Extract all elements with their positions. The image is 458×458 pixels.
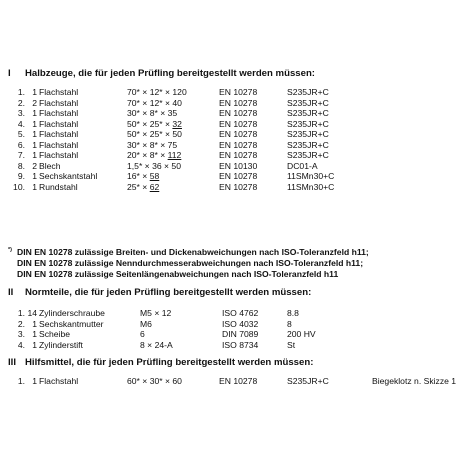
footnote-line <box>8 269 453 280</box>
row-dimension: M6 <box>140 318 152 329</box>
row-dimension-text: 30* × 8* × 35 <box>127 108 178 118</box>
table-row <box>0 171 458 181</box>
row-number: 4. <box>17 339 25 350</box>
row-dimension <box>127 119 182 129</box>
row-dimension <box>127 182 159 192</box>
row-dimension-text: 1,5* × 36 × 50 <box>127 160 181 171</box>
row-standard: EN 10278 <box>219 108 258 118</box>
row-standard: ISO 4032 <box>222 318 259 329</box>
row-standard: EN 10278 <box>219 376 258 386</box>
row-quantity: 1 <box>32 150 37 160</box>
row-quantity: 2 <box>32 97 37 108</box>
table-row <box>0 150 458 160</box>
row-quantity: 1 <box>32 139 37 150</box>
row-number: 4. <box>17 118 25 129</box>
row-number: 1. <box>17 376 25 386</box>
row-dimension: M5 × 12 <box>140 308 172 318</box>
footnote-line <box>8 258 453 269</box>
table-row <box>0 161 458 171</box>
row-material: 8.8 <box>287 308 299 318</box>
row-standard: EN 10278 <box>219 150 258 160</box>
row-number: 2. <box>17 97 25 108</box>
row-dimension-underlined: 32 <box>172 118 182 129</box>
row-dimension-text: 20* × 8* × <box>127 150 168 160</box>
footnote-text: DIN EN 10278 zulässige Seitenlängenabweichungen nach ISO-Toleranzfeld h11 <box>17 269 339 279</box>
row-dimension-text: 70* × 12* × 120 <box>127 87 187 97</box>
row-name: Flachstahl <box>39 87 79 97</box>
section-2-number: II <box>8 287 14 298</box>
row-name: Flachstahl <box>39 150 79 160</box>
row-name: Flachstahl <box>39 129 79 139</box>
row-quantity: 2 <box>32 160 37 171</box>
row-number: 9. <box>17 171 25 181</box>
footnotes <box>8 247 453 280</box>
row-standard: ISO 8734 <box>222 339 259 350</box>
row-quantity: 1 <box>32 329 37 339</box>
row-standard: EN 10278 <box>219 171 258 181</box>
row-number: 2. <box>17 318 25 329</box>
row-material: S235JR+C <box>287 376 329 386</box>
row-name: Flachstahl <box>39 376 79 386</box>
row-dimension <box>127 98 182 108</box>
row-quantity: 1 <box>32 108 37 118</box>
row-dimension-underlined: 112 <box>167 150 182 160</box>
table-row <box>0 119 458 129</box>
row-dimension-text: 25* × <box>127 181 150 192</box>
row-quantity: 1 <box>32 318 37 329</box>
row-dimension-text: 16* × <box>127 171 150 181</box>
row-number: 8. <box>17 160 25 171</box>
row-standard: EN 10278 <box>219 87 258 97</box>
row-dimension: 8 × 24-A <box>140 339 173 350</box>
row-dimension <box>127 171 159 181</box>
row-dimension <box>127 87 187 97</box>
row-material: 8 <box>287 318 292 329</box>
section-3-title: Hilfsmittel, die für jeden Prüfling bereitgestellt werden müssen: <box>25 357 314 368</box>
footnote-marker: *) <box>8 247 12 253</box>
table-row <box>0 182 458 192</box>
row-standard: EN 10278 <box>219 129 258 139</box>
table-row <box>0 108 458 118</box>
row-name: Flachstahl <box>39 97 79 108</box>
row-name: Rundstahl <box>39 181 78 192</box>
row-name: Flachstahl <box>39 139 79 150</box>
row-dimension <box>127 129 182 139</box>
row-number: 5. <box>17 129 25 139</box>
row-material: S235JR+C <box>287 97 329 108</box>
row-dimension <box>127 108 177 118</box>
row-material: 11SMn30+C <box>287 171 335 181</box>
row-material: St <box>287 339 296 350</box>
section-2-title: Normteile, die für jeden Prüfling bereitgestellt werden müssen: <box>25 287 312 298</box>
row-material: 11SMn30+C <box>287 181 335 192</box>
row-name: Blech <box>39 160 61 171</box>
row-quantity: 1 <box>32 87 37 97</box>
row-quantity: 1 <box>32 171 37 181</box>
row-quantity: 1 <box>32 181 37 192</box>
row-quantity: 14 <box>27 308 37 318</box>
row-dimension-text: 50* × 25* × <box>127 118 173 129</box>
row-name: Flachstahl <box>39 108 79 118</box>
row-material: 200 HV <box>287 329 316 339</box>
row-standard: DIN 7089 <box>222 329 259 339</box>
row-dimension: 6 <box>140 329 145 339</box>
row-dimension: 60* × 30* × 60 <box>127 376 182 386</box>
row-dimension-text: 70* × 12* × 40 <box>127 97 182 108</box>
row-standard: EN 10278 <box>219 97 258 108</box>
row-number: 3. <box>17 329 25 339</box>
row-number: 1. <box>17 87 25 97</box>
row-dimension <box>127 150 181 160</box>
table-row <box>0 87 458 97</box>
row-standard: EN 10278 <box>219 118 258 129</box>
row-name: Scheibe <box>39 329 71 339</box>
row-standard: EN 10130 <box>219 160 258 171</box>
row-material: DC01-A <box>287 160 318 171</box>
section-1-title: Halbzeuge, die für jeden Prüfling bereitgestellt werden müssen: <box>25 68 316 79</box>
table-row <box>0 98 458 108</box>
row-number: 3. <box>17 108 25 118</box>
row-material: S235JR+C <box>287 87 329 97</box>
row-material: S235JR+C <box>287 118 329 129</box>
row-material: S235JR+C <box>287 108 329 118</box>
footnote-text: DIN EN 10278 zulässige Breiten- und Dickenabweichungen nach ISO-Toleranzfeld h11; <box>17 247 369 257</box>
row-dimension-underlined: 58 <box>149 171 160 181</box>
row-number: 1. <box>17 308 25 318</box>
row-remark: Biegeklotz n. Skizze 1 <box>372 376 457 386</box>
row-material: S235JR+C <box>287 150 329 160</box>
table-row <box>0 140 458 150</box>
row-material: S235JR+C <box>287 129 329 139</box>
row-dimension-text: 30* × 8* × 75 <box>127 139 178 150</box>
row-quantity: 1 <box>32 129 37 139</box>
row-number: 6. <box>17 139 25 150</box>
row-dimension-underlined: 62 <box>149 181 160 192</box>
row-name: Sechskantstahl <box>39 171 98 181</box>
table-row <box>0 340 458 350</box>
row-dimension <box>127 140 177 150</box>
table-row <box>0 129 458 139</box>
row-standard: EN 10278 <box>219 181 258 192</box>
row-quantity: 1 <box>32 339 37 350</box>
row-dimension <box>127 161 181 171</box>
row-standard: ISO 4762 <box>222 308 259 318</box>
row-material: S235JR+C <box>287 139 329 150</box>
row-number: 10. <box>13 181 25 192</box>
table-row <box>0 319 458 329</box>
row-dimension-text: 50* × 25* × 50 <box>127 129 182 139</box>
table-row <box>0 376 458 386</box>
row-number: 7. <box>17 150 25 160</box>
row-name: Zylinderschraube <box>39 308 105 318</box>
section-3-number: III <box>8 357 16 368</box>
section-1-number: I <box>8 68 11 79</box>
table-row <box>0 329 458 339</box>
row-name: Zylinderstift <box>39 339 83 350</box>
table-row <box>0 308 458 318</box>
row-name: Flachstahl <box>39 118 79 129</box>
row-quantity: 1 <box>32 376 37 386</box>
footnote-text: DIN EN 10278 zulässige Nenndurchmesserabweichungen nach ISO-Toleranzfeld h11; <box>17 258 364 268</box>
row-name: Sechskantmutter <box>39 318 104 329</box>
row-standard: EN 10278 <box>219 139 258 150</box>
row-quantity: 1 <box>32 118 37 129</box>
footnote-line <box>8 247 453 258</box>
